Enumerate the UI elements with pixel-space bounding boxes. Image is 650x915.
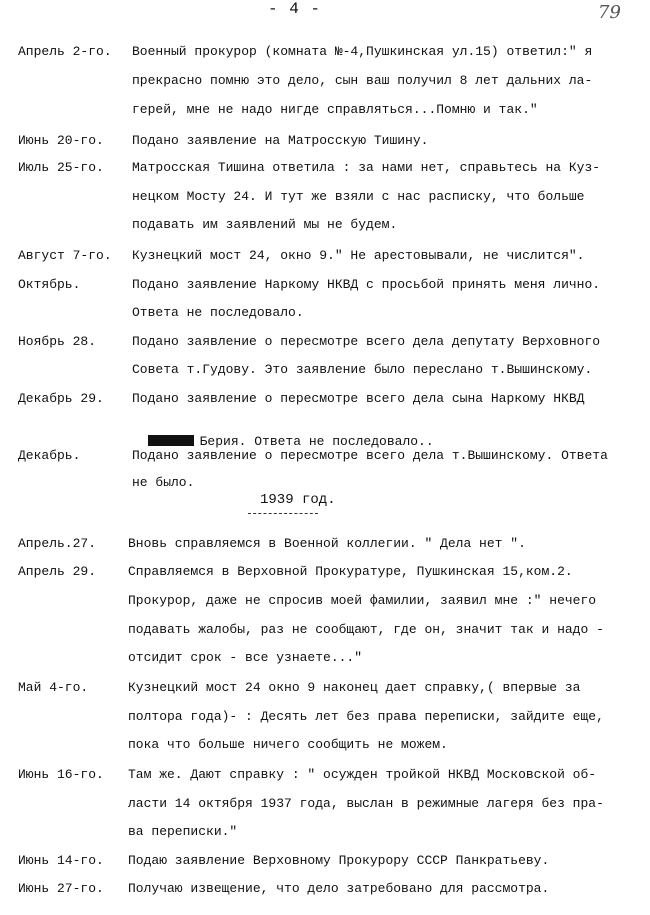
entry-line: герей, мне не надо нигде справляться...Помню и так." [132, 102, 538, 117]
redaction-mark [148, 435, 194, 446]
entry-date: Июнь 20-го. [18, 133, 104, 148]
entry-line: ва переписки." [128, 824, 238, 839]
entry-line: Прокурор, даже не спросив моей фамилии, заявил мне :" нечего [128, 593, 597, 608]
entry-line: Подано заявление о пересмотре всего дела т.Вышинскому. Ответа [132, 448, 608, 463]
entry-date: Октябрь. [18, 277, 81, 292]
entry-date: Апрель.27. [18, 536, 97, 551]
entry-line: прекрасно помню это дело, сын ваш получил 8 лет дальних ла- [132, 73, 593, 88]
entry-line: Подано заявление на Матросскую Тишину. [132, 133, 429, 148]
handwritten-page-number: 79 [598, 2, 621, 23]
entry-line: Подано заявление о пересмотре всего дела депутату Верховного [132, 334, 601, 349]
entry-line: Кузнецкий мост 24 окно 9 наконец дает справку,( впервые за [128, 680, 581, 695]
entry-line: пока что больше ничего сообщить не можем. [128, 737, 448, 752]
entry-date: Апрель 2-го. [18, 44, 112, 59]
entry-date: Май 4-го. [18, 680, 89, 695]
entry-line: Матросская Тишина ответила : за нами нет, справьтесь на Куз- [132, 160, 601, 175]
entry-date: Декабрь. [18, 448, 81, 463]
entry-line: Справляемся в Верховной Прокуратуре, Пушкинская 15,ком.2. [128, 564, 573, 579]
entry-line: не было. [132, 475, 195, 490]
year-heading: 1939 год. [260, 492, 336, 508]
page-number: - 4 - [268, 0, 322, 18]
entry-line: Подаю заявление Верховному Прокурору СССР Панкратьеву. [128, 853, 550, 868]
entry-line: Получаю извещение, что дело затребовано для рассмотра. [128, 881, 550, 896]
entry-date: Ноябрь 28. [18, 334, 97, 349]
entry-line: Там же. Дают справку : " осужден тройкой НКВД Московской об- [128, 767, 597, 782]
entry-line-redacted [132, 419, 434, 449]
entry-line: полтора года)- : Десять лет без права переписки, зайдите еще, [128, 709, 604, 724]
entry-line: нецком Мосту 24. И тут же взяли с нас расписку, что больше [132, 189, 585, 204]
entry-line: Совета т.Гудову. Это заявление было переслано т.Вышинскому. [132, 362, 593, 377]
entry-line: Кузнецкий мост 24, окно 9." Не арестовывали, не числится". [132, 248, 585, 263]
entry-line: Вновь справляемся в Военной коллегии. " Дела нет ". [128, 536, 526, 551]
entry-date: Август 7-го. [18, 248, 112, 263]
entry-date: Апрель 29. [18, 564, 97, 579]
entry-line: отсидит срок - все узнаете..." [128, 650, 363, 665]
entry-date: Июль 25-го. [18, 160, 104, 175]
entry-line: подавать им заявлений мы не будем. [132, 217, 398, 232]
entry-date: Июнь 16-го. [18, 767, 104, 782]
entry-line: подавать жалобы, раз не сообщают, где он, значит так и надо - [128, 622, 604, 637]
entry-line: ласти 14 октября 1937 года, выслан в режимные лагеря без пра- [128, 796, 604, 811]
entry-date: Июнь 14-го. [18, 853, 104, 868]
entry-line: Ответа не последовало. [132, 305, 304, 320]
entry-line: Военный прокурор (комната №-4,Пушкинская ул.15) ответил:" я [132, 44, 593, 59]
entry-date: Декабрь 29. [18, 391, 104, 406]
entry-line: Подано заявление о пересмотре всего дела сына Наркому НКВД [132, 391, 585, 406]
year-heading-underline [248, 513, 318, 514]
entry-date: Июнь 27-го. [18, 881, 104, 896]
entry-line: Подано заявление Наркому НКВД с просьбой принять меня лично. [132, 277, 601, 292]
entry-line: Берия. Ответа не последовало.. [199, 434, 434, 449]
